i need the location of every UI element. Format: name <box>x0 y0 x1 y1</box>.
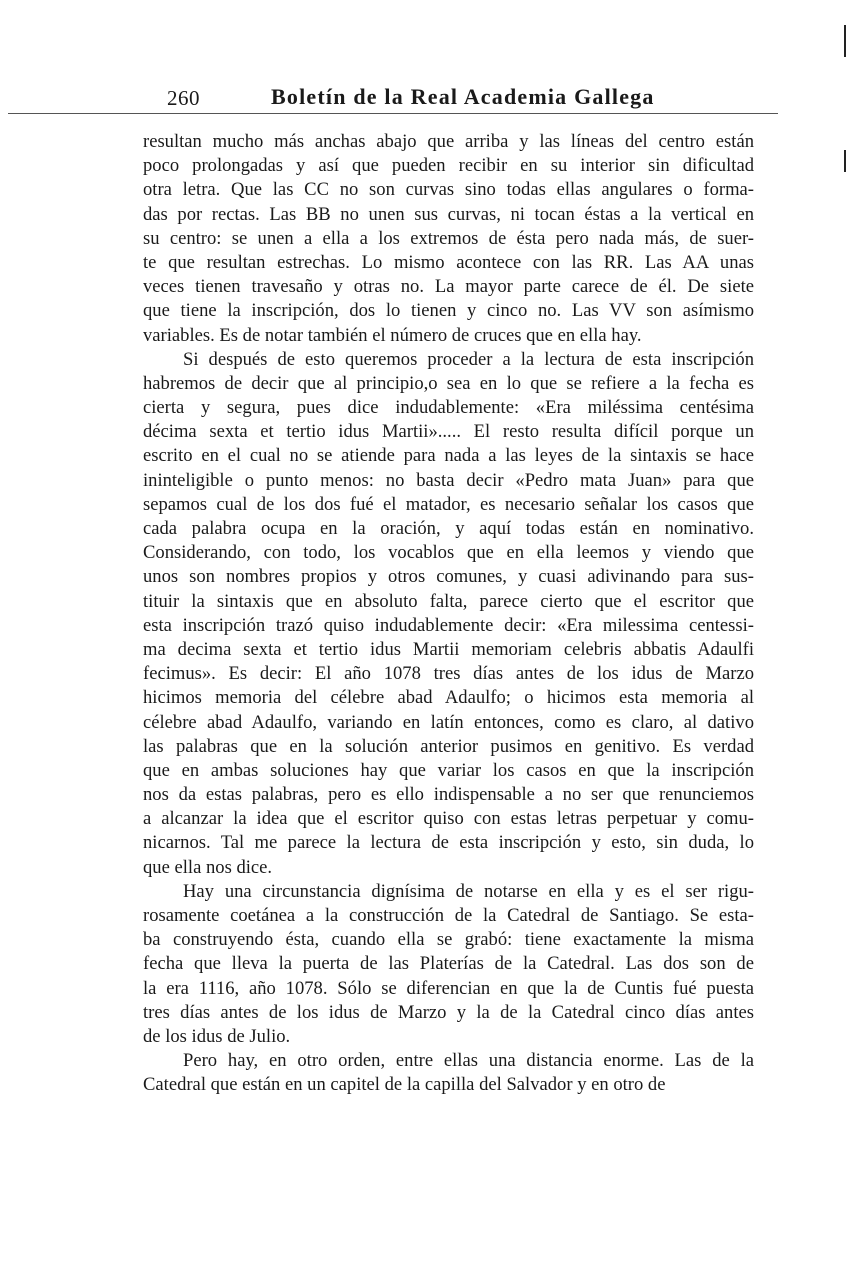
running-title: Boletín de la Real Academia Gallega <box>271 84 655 109</box>
text-line: te que resultan estrechas. Lo mismo acontece con las RR. Las AA unas <box>143 251 754 273</box>
text-line: de los idus de Julio. <box>143 1025 291 1047</box>
text-line: das por rectas. Las BB no unen sus curvas, ni tocan éstas a la vertical en <box>143 203 754 225</box>
paragraph <box>143 880 754 1049</box>
text-line: a alcanzar la idea que el escritor quiso con estas letras perpetuar y comu- <box>143 808 754 830</box>
text-line: célebre abad Adaulfo, variando en latín entonces, como es claro, al dativo <box>143 711 754 733</box>
text-line: tituir la sintaxis que en absoluto falta, parece cierto que el escritor que <box>143 590 754 612</box>
paragraph <box>143 1049 754 1097</box>
text-line: escrito en el cual no se atiende para nada a las leyes de la sintaxis se hace <box>143 445 754 467</box>
text-line: que en ambas soluciones hay que variar los casos en que la inscripción <box>143 759 754 781</box>
page-header <box>143 84 753 114</box>
text-line: su centro: se unen a ella a los extremos de ésta pero nada más, de suer- <box>143 227 754 249</box>
text-line: esta inscripción trazó quiso indudablemente decir: «Era milessima centessi- <box>143 614 754 636</box>
text-line: cada palabra ocupa en la oración, y aquí todas están en nominativo. <box>143 518 754 539</box>
text-line: que ella nos dice. <box>143 856 273 878</box>
header-rule <box>8 113 778 114</box>
scan-edge-mark <box>844 150 846 172</box>
text-line: fecha que lleva la puerta de las Platerías de la Catedral. Las dos son de <box>143 953 754 975</box>
text-line: nicarnos. Tal me parece la lectura de esta inscripción y esto, sin duda, lo <box>143 832 754 854</box>
text-line: tres días antes de los idus de Marzo y la de la Catedral cinco días antes <box>143 1001 754 1023</box>
text-line: rosamente coetánea a la construcción de la Catedral de Santiago. Se esta- <box>143 905 754 926</box>
text-line: décima sexta et tertio idus Martii»..... El resto resulta difícil porque un <box>143 421 754 443</box>
text-line: ininteligible o punto menos: no basta decir «Pedro mata Juan» para que <box>143 469 754 491</box>
text-line: nos da estas palabras, pero es ello indispensable a no ser que renunciemos <box>143 784 754 806</box>
text-line: Pero hay, en otro orden, entre ellas una distancia enorme. Las de la <box>183 1050 754 1072</box>
text-line: Catedral que están en un capitel de la capilla del Salvador y en otro de <box>143 1074 666 1096</box>
text-line: fecimus». Es decir: El año 1078 tres días antes de los idus de Marzo <box>143 663 754 685</box>
text-line: Si después de esto queremos proceder a la lectura de esta inscripción <box>183 348 754 370</box>
text-line: las palabras que en la solución anterior pusimos en genitivo. Es verdad <box>143 735 754 757</box>
scan-edge-mark <box>844 25 846 57</box>
text-line: Hay una circunstancia dignísima de notarse en ella y es el ser rigu- <box>183 880 754 902</box>
page-number: 260 <box>167 86 200 110</box>
text-line: que tiene la inscripción, dos lo tienen y cinco no. Las VV son asímismo <box>143 300 754 322</box>
text-line: poco prolongadas y así que pueden recibir en su interior sin dificultad <box>143 155 754 177</box>
text-line: ma decima sexta et tertio idus Martii memoriam celebris abbatis Adaulfi <box>143 638 754 660</box>
text-line: Considerando, con todo, los vocablos que en ella leemos y viendo que <box>143 542 754 564</box>
paragraph <box>143 130 754 348</box>
text-line: variables. Es de notar también el número de cruces que en ella hay. <box>143 324 642 346</box>
body-text <box>143 130 754 1098</box>
text-line: resultan mucho más anchas abajo que arriba y las líneas del centro están <box>143 131 754 152</box>
text-line: habremos de decir que al principio,o sea en lo que se refiere a la fecha es <box>143 372 754 394</box>
text-line: otra letra. Que las CC no son curvas sino todas ellas angulares o forma- <box>143 179 754 201</box>
text-line: la era 1116, año 1078. Sólo se diferencian en que la de Cuntis fué puesta <box>143 977 754 999</box>
text-line: cierta y segura, pues dice indudablemente: «Era miléssima centésima <box>143 397 754 419</box>
text-line: veces tienen travesaño y otras no. La mayor parte carece de él. De siete <box>143 276 754 298</box>
text-line: hicimos memoria del célebre abad Adaulfo; o hicimos esta memoria al <box>143 687 754 709</box>
text-line: unos son nombres propios y otros comunes, y cuasi adivinando para sus- <box>143 566 754 588</box>
text-line: sepamos cual de los dos fué el matador, es necesario señalar los casos que <box>143 493 754 515</box>
text-line: ba construyendo ésta, cuando ella se grabó: tiene exactamente la misma <box>143 929 754 951</box>
paragraph <box>143 348 754 880</box>
